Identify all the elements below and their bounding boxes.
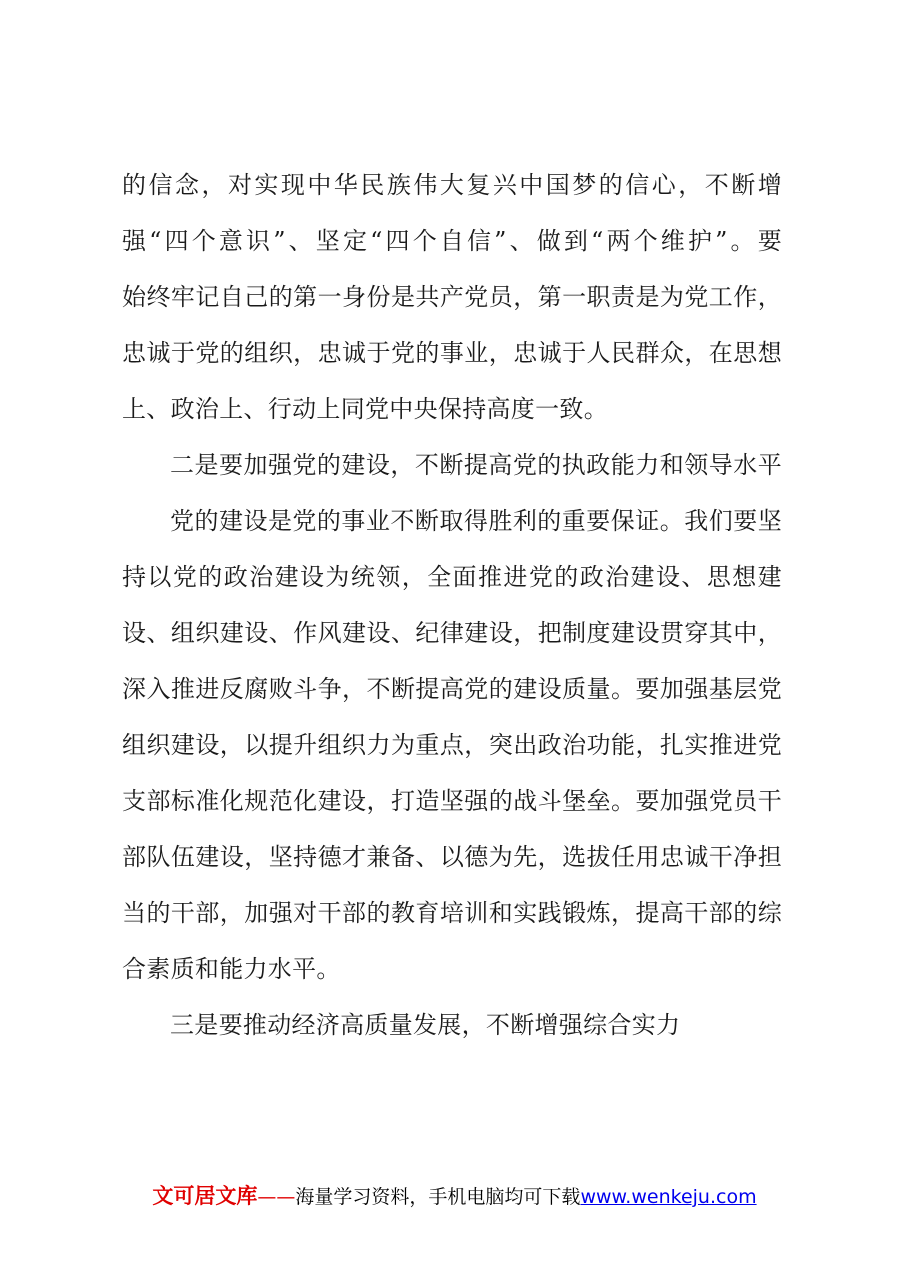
footer-brand: 文可居文库 xyxy=(152,1184,258,1208)
text-line-9: 设、组织建设、作风建设、纪律建设，把制度建设贯穿其中， xyxy=(122,619,782,647)
text-line-5: 上、政治上、行动上同党中央保持高度一致。 xyxy=(122,395,608,423)
footer-slogan: 海量学习资料，手机电脑均可下载 xyxy=(295,1186,581,1208)
text-line-3: 始终牢记自己的第一身份是共产党员，第一职责是为党工作， xyxy=(122,283,782,311)
text-line-4: 忠诚于党的组织，忠诚于党的事业，忠诚于人民群众，在思想 xyxy=(122,339,782,367)
text-line-14: 当的干部，加强对干部的教育培训和实践锻炼，提高干部的综 xyxy=(122,899,782,927)
text-line-12: 支部标准化规范化建设，打造坚强的战斗堡垒。要加强党员干 xyxy=(122,787,782,815)
text-line-1: 的信念，对实现中华民族伟大复兴中国梦的信心，不断增 xyxy=(122,171,782,199)
footer-banner xyxy=(0,1180,909,1210)
section-heading-2: 二是要加强党的建设，不断提高党的执政能力和领导水平 xyxy=(170,451,782,479)
text-line-8: 持以党的政治建设为统领，全面推进党的政治建设、思想建 xyxy=(122,563,782,591)
text-line-10: 深入推进反腐败斗争，不断提高党的建设质量。要加强基层党 xyxy=(122,675,782,703)
footer-dash: —— xyxy=(257,1186,296,1208)
text-line-11: 组织建设，以提升组织力为重点，突出政治功能，扎实推进党 xyxy=(122,731,782,759)
section-heading-3: 三是要推动经济高质量发展，不断增强综合实力 xyxy=(170,1011,681,1039)
text-line-2: 强“四个意识”、坚定“四个自信”、做到“两个维护”。要 xyxy=(122,227,782,255)
text-line-7: 党的建设是党的事业不断取得胜利的重要保证。我们要坚 xyxy=(170,507,782,535)
text-line-15: 合素质和能力水平。 xyxy=(122,955,341,983)
footer-url-link[interactable]: www.wenkeju.com xyxy=(580,1186,757,1208)
text-line-13: 部队伍建设，坚持德才兼备、以德为先，选拔任用忠诚干净担 xyxy=(122,843,782,871)
